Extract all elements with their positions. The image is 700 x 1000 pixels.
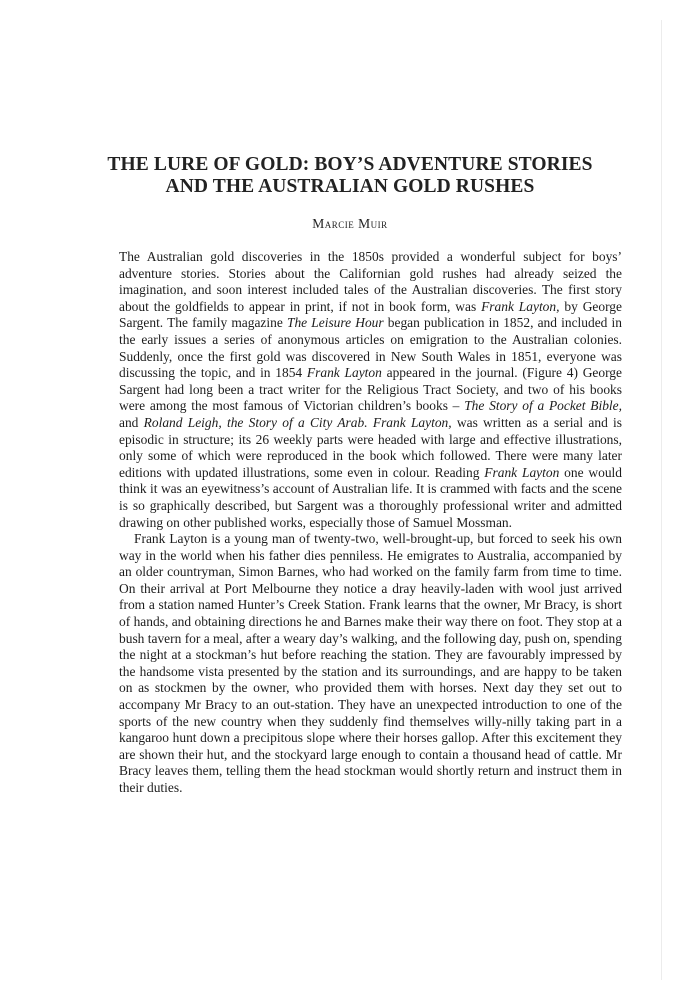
text-segment: one would think it was an eyewitness’s account of Australian life. It is crammed with facts and the scene is so graphically described, but Sargent was a thoroughly professional writer and admitted drawing on other published works, especially those of Samuel Mossman.: [119, 464, 622, 530]
title-line-2: AND THE AUSTRALIAN GOLD RUSHES: [165, 176, 535, 197]
book-title: Roland Leigh, the Story of a City Arab.: [143, 414, 368, 430]
title-line-1: THE LURE OF GOLD: BOY’S ADVENTURE STORIES: [107, 154, 593, 175]
author-name: Marcie Muir: [312, 216, 388, 231]
article-title: [60, 154, 640, 198]
magazine-title: The Leisure Hour: [286, 315, 384, 331]
text-segment: The Australian gold discoveries in the 1850s provided a wonderful subject for boys’ adventure stories. Stories about the Californian gold rushes had already seized the imagination, and soon interest included tales of the Australian discoveries. The first story about the goldfields to appear in print, if not in book form, was: [119, 249, 622, 314]
book-title: Frank Layton: [306, 365, 382, 381]
text-segment: Frank Layton is a young man of twenty-two, well-brought-up, but forced to seek his own way in the world when his father dies penniless. He emigrates to Australia, accompanied by an older countryman, Simon Barnes, who had worked on the family farm from time to time. On their arrival at Port Melbourne they notice a dray heavily-laden with wool just arrived from a station named Hunter’s Creek Station. Frank learns that the owner, Mr Bracy, is short of hands, and obtaining directions he and Barnes make their way there on foot. They stop at a bush tavern for a meal, after a weary day’s walking, and the following day, push on, spending the night at a stockman’s hut before reaching the station. They are favourably impressed by the handsome vista presented by the station and its surroundings, and are happy to be taken on as stockmen by the owner, who provided them with horses. Next day they set out to accompany Mr Bracy to an out-station. They have an unexpected introduction to one of the sports of the new country when they suddenly find themselves willy-nilly taking part in a kangaroo hunt down a precipitous slope where their horses gallop. After this excitement they are shown their hut, and the stockyard large enough to contain a thousand head of cattle. Mr Bracy leaves them, telling them the head stockman would shortly return and instruct them in their duties.: [119, 531, 622, 795]
book-title: Frank Layton,: [481, 298, 560, 314]
book-title: The Story of a Pocket Bible,: [464, 398, 622, 414]
text-segment: was written as a serial and is episodic in structure; its 26 weekly parts were headed with large and effective illustrations, only some of which were reproduced in the book which followed. There were many later editions with updated illustrations, some even in colour. Reading: [119, 414, 623, 480]
paragraph-2: [119, 531, 622, 797]
book-title: Frank Layton,: [372, 414, 452, 430]
text-segment: by George Sargent. The family magazine: [119, 298, 622, 331]
text-segment: appeared in the journal. (Figure 4) George Sargent had long been a tract writer for the Religious Tract Society, and two of his books were among the most famous of Victorian children’s books –: [119, 365, 622, 414]
text-segment: and: [119, 414, 144, 430]
article-body: [119, 249, 622, 797]
page-edge: [661, 20, 662, 980]
book-title: Frank Layton: [484, 464, 560, 480]
paragraph-1: [119, 249, 622, 531]
text-segment: began publication in 1852, and included in the early issues a series of anonymous articles on emigration to the Australian colonies. Suddenly, once the first gold was discovered in New South Wales in 1851, everyone was discussing the topic, and in 1854: [119, 315, 622, 381]
